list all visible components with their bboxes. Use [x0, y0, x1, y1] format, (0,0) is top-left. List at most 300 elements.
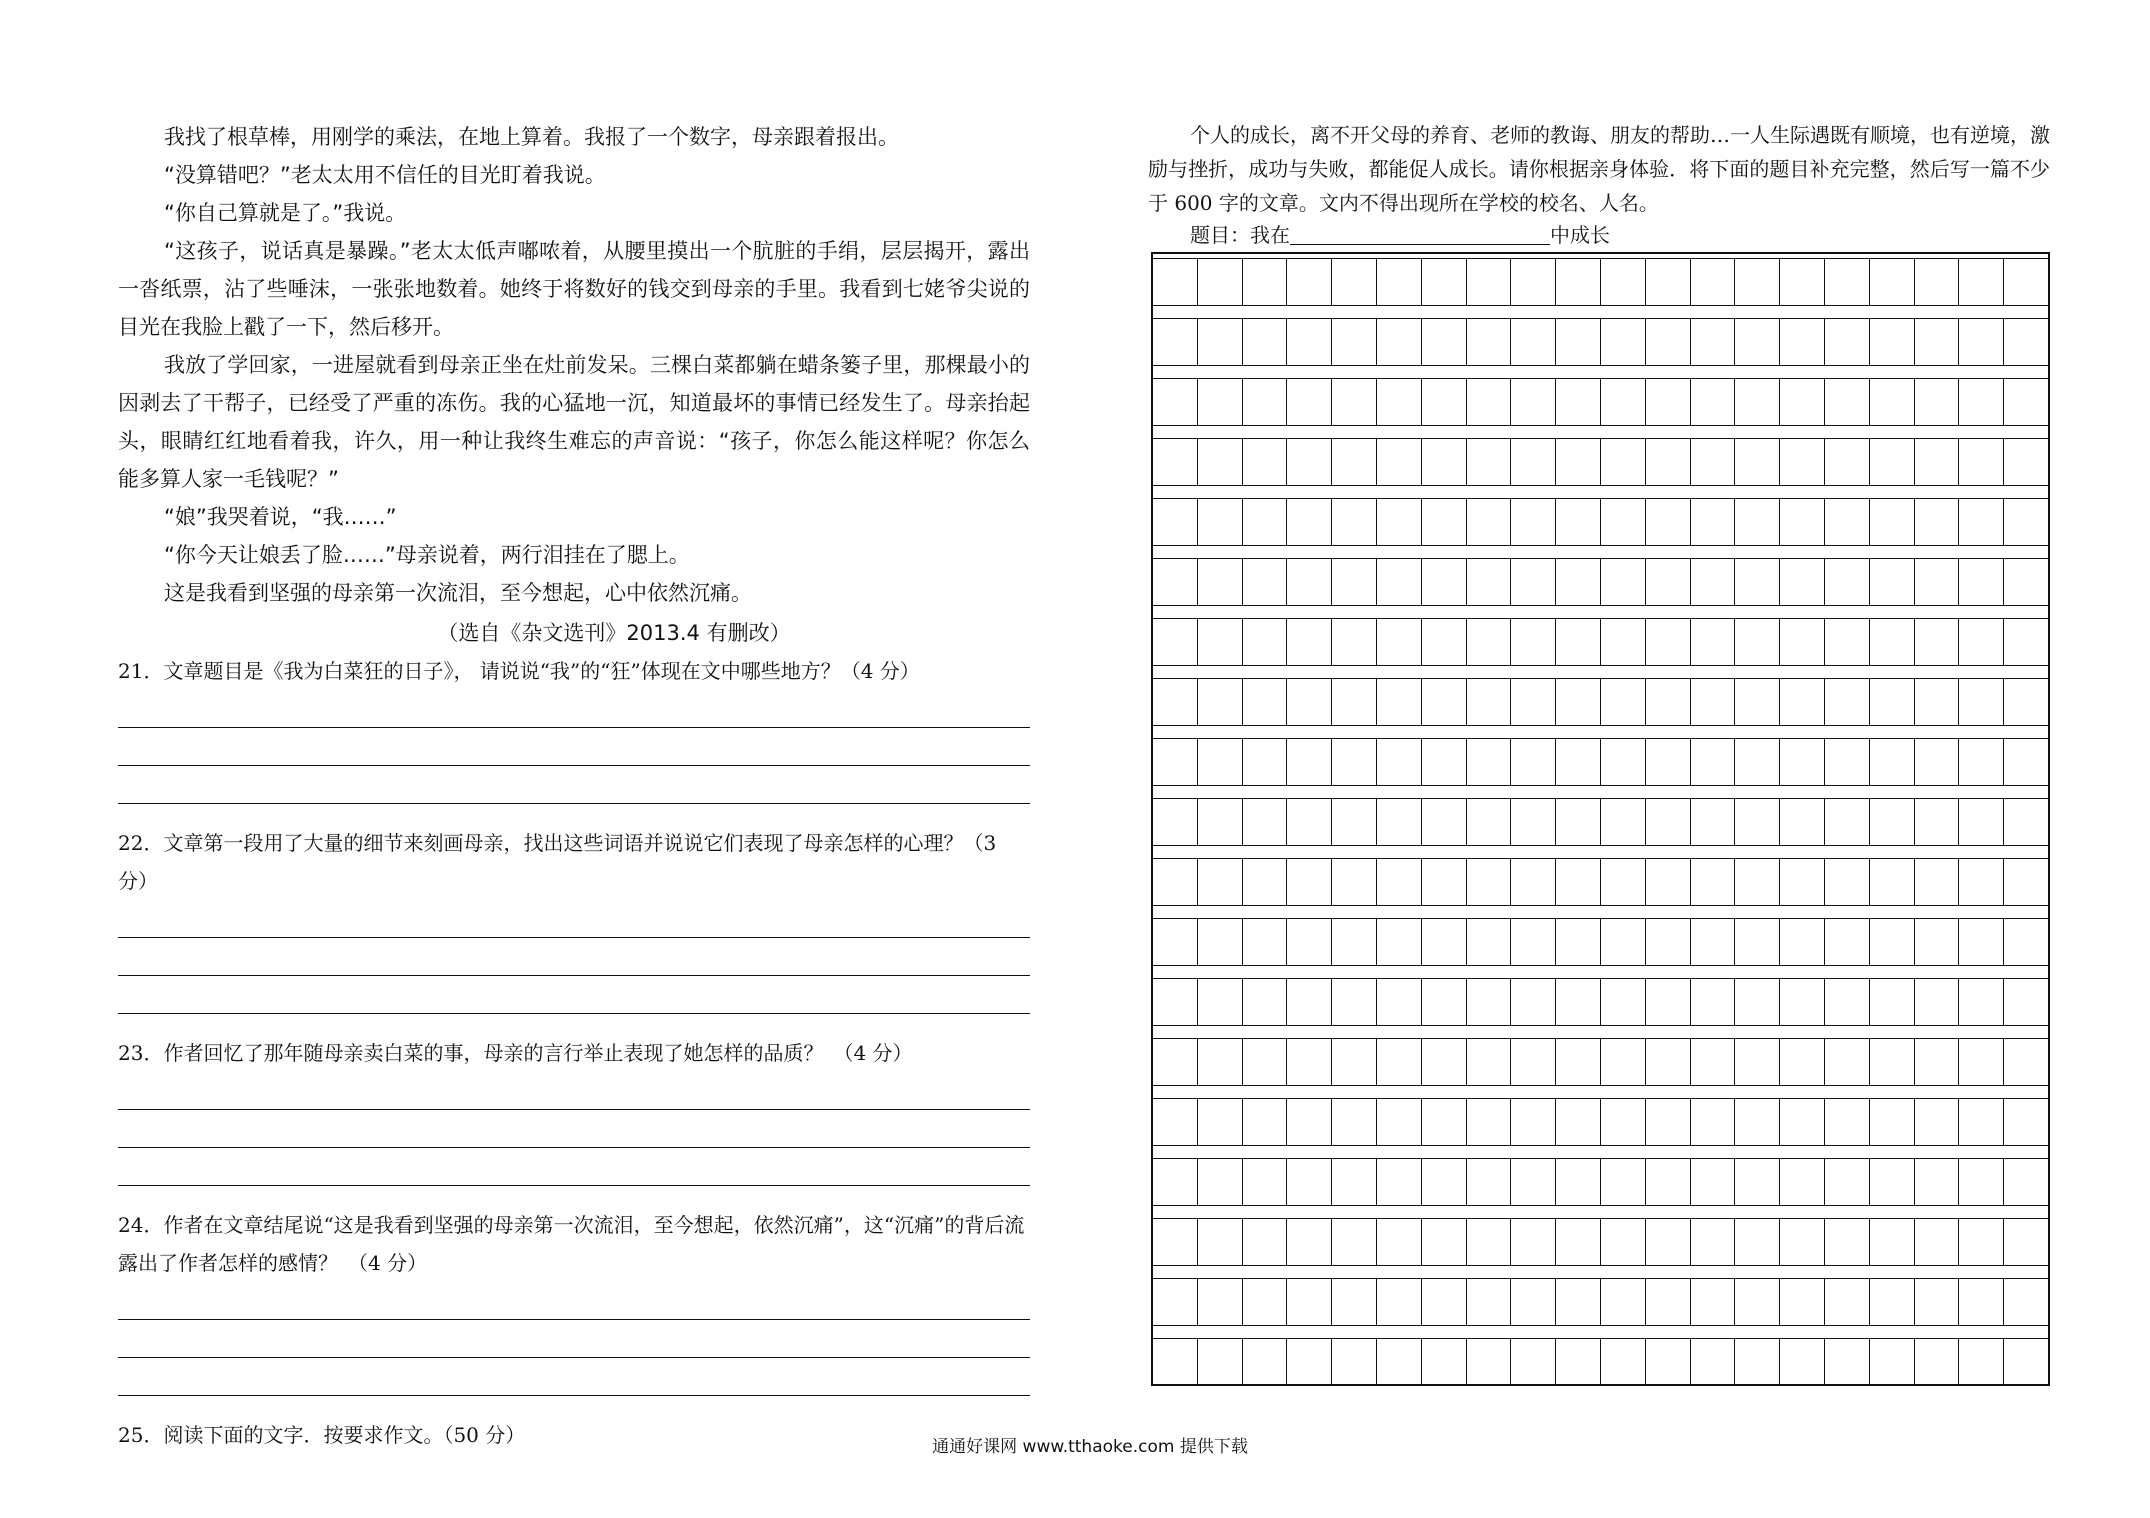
grid-cell[interactable]: [1422, 619, 1467, 665]
grid-cell[interactable]: [1959, 799, 2004, 845]
grid-cell[interactable]: [1825, 679, 1870, 725]
grid-cell[interactable]: [1332, 439, 1377, 485]
grid-cell[interactable]: [1601, 1219, 1646, 1265]
grid-cell[interactable]: [1467, 319, 1512, 365]
grid-cell[interactable]: [1780, 1339, 1825, 1385]
grid-cell[interactable]: [1780, 919, 1825, 965]
grid-cell[interactable]: [1198, 1039, 1243, 1085]
grid-cell[interactable]: [2004, 859, 2048, 905]
grid-cell[interactable]: [1601, 319, 1646, 365]
grid-cell[interactable]: [1780, 379, 1825, 425]
grid-cell[interactable]: [1243, 979, 1288, 1025]
grid-cell[interactable]: [2004, 619, 2048, 665]
grid-cell[interactable]: [1556, 1159, 1601, 1205]
grid-cell[interactable]: [1243, 859, 1288, 905]
grid-cell[interactable]: [1691, 799, 1736, 845]
grid-cell[interactable]: [1780, 499, 1825, 545]
grid-cell[interactable]: [1153, 619, 1198, 665]
grid-cell[interactable]: [1691, 739, 1736, 785]
grid-cell[interactable]: [1332, 679, 1377, 725]
grid-cell[interactable]: [1198, 739, 1243, 785]
grid-cell[interactable]: [1915, 739, 1960, 785]
grid-cell[interactable]: [1870, 379, 1915, 425]
grid-cell[interactable]: [1198, 859, 1243, 905]
grid-cell[interactable]: [1511, 1159, 1556, 1205]
grid-cell[interactable]: [1332, 319, 1377, 365]
grid-cell[interactable]: [1870, 679, 1915, 725]
grid-cell[interactable]: [1959, 259, 2004, 305]
grid-cell[interactable]: [1467, 1339, 1512, 1385]
grid-cell[interactable]: [1870, 259, 1915, 305]
grid-cell[interactable]: [1915, 859, 1960, 905]
grid-cell[interactable]: [1332, 859, 1377, 905]
grid-cell[interactable]: [1780, 559, 1825, 605]
grid-cell[interactable]: [1153, 499, 1198, 545]
grid-cell[interactable]: [2004, 1339, 2048, 1385]
grid-cell[interactable]: [1153, 679, 1198, 725]
grid-cell[interactable]: [1467, 859, 1512, 905]
grid-cell[interactable]: [1198, 499, 1243, 545]
grid-cell[interactable]: [1825, 619, 1870, 665]
grid-cell[interactable]: [1735, 1339, 1780, 1385]
grid-cell[interactable]: [1915, 1279, 1960, 1325]
grid-cell[interactable]: [1646, 1099, 1691, 1145]
grid-cell[interactable]: [1735, 499, 1780, 545]
grid-cell[interactable]: [1780, 1279, 1825, 1325]
grid-cell[interactable]: [1467, 799, 1512, 845]
grid-cell[interactable]: [1153, 379, 1198, 425]
grid-cell[interactable]: [1735, 379, 1780, 425]
grid-cell[interactable]: [1287, 259, 1332, 305]
grid-cell[interactable]: [1198, 1339, 1243, 1385]
grid-cell[interactable]: [1153, 559, 1198, 605]
grid-cell[interactable]: [1646, 1159, 1691, 1205]
grid-cell[interactable]: [1601, 379, 1646, 425]
grid-cell[interactable]: [1646, 379, 1691, 425]
grid-cell[interactable]: [1915, 499, 1960, 545]
grid-cell[interactable]: [1511, 619, 1556, 665]
grid-cell[interactable]: [1332, 1099, 1377, 1145]
grid-cell[interactable]: [2004, 739, 2048, 785]
grid-cell[interactable]: [1601, 979, 1646, 1025]
grid-cell[interactable]: [1198, 1279, 1243, 1325]
grid-cell[interactable]: [1243, 499, 1288, 545]
grid-cell[interactable]: [1377, 739, 1422, 785]
grid-cell[interactable]: [1691, 559, 1736, 605]
grid-cell[interactable]: [1646, 979, 1691, 1025]
grid-cell[interactable]: [1825, 499, 1870, 545]
grid-cell[interactable]: [1243, 1279, 1288, 1325]
grid-cell[interactable]: [2004, 259, 2048, 305]
grid-cell[interactable]: [1153, 859, 1198, 905]
grid-cell[interactable]: [1332, 739, 1377, 785]
grid-cell[interactable]: [1511, 1219, 1556, 1265]
grid-cell[interactable]: [1153, 1039, 1198, 1085]
grid-cell[interactable]: [1959, 319, 2004, 365]
grid-cell[interactable]: [1198, 919, 1243, 965]
grid-cell[interactable]: [1198, 1159, 1243, 1205]
grid-cell[interactable]: [1870, 919, 1915, 965]
grid-cell[interactable]: [1646, 1039, 1691, 1085]
grid-cell[interactable]: [1467, 1099, 1512, 1145]
grid-cell[interactable]: [1243, 379, 1288, 425]
grid-cell[interactable]: [1780, 1159, 1825, 1205]
grid-cell[interactable]: [1198, 679, 1243, 725]
grid-cell[interactable]: [1198, 319, 1243, 365]
grid-cell[interactable]: [1556, 679, 1601, 725]
title-blank[interactable]: [1290, 224, 1550, 245]
grid-cell[interactable]: [1422, 799, 1467, 845]
grid-cell[interactable]: [1467, 739, 1512, 785]
grid-cell[interactable]: [1915, 979, 1960, 1025]
grid-cell[interactable]: [1153, 1339, 1198, 1385]
grid-cell[interactable]: [1287, 1039, 1332, 1085]
grid-cell[interactable]: [1332, 919, 1377, 965]
grid-cell[interactable]: [1287, 799, 1332, 845]
grid-cell[interactable]: [1287, 1279, 1332, 1325]
grid-cell[interactable]: [1556, 859, 1601, 905]
grid-cell[interactable]: [2004, 799, 2048, 845]
grid-cell[interactable]: [1691, 859, 1736, 905]
grid-cell[interactable]: [1243, 259, 1288, 305]
grid-cell[interactable]: [1422, 919, 1467, 965]
grid-cell[interactable]: [1287, 1219, 1332, 1265]
grid-cell[interactable]: [1825, 919, 1870, 965]
grid-cell[interactable]: [1153, 319, 1198, 365]
grid-cell[interactable]: [1198, 619, 1243, 665]
grid-cell[interactable]: [1825, 859, 1870, 905]
answer-line[interactable]: [118, 690, 1030, 728]
grid-cell[interactable]: [1601, 1159, 1646, 1205]
grid-cell[interactable]: [1467, 1219, 1512, 1265]
essay-writing-grid[interactable]: [1151, 252, 2050, 1386]
grid-cell[interactable]: [1959, 1099, 2004, 1145]
grid-cell[interactable]: [1287, 499, 1332, 545]
grid-cell[interactable]: [1377, 799, 1422, 845]
grid-cell[interactable]: [1332, 979, 1377, 1025]
grid-cell[interactable]: [1735, 439, 1780, 485]
grid-cell[interactable]: [1153, 1219, 1198, 1265]
grid-cell[interactable]: [1511, 559, 1556, 605]
answer-line[interactable]: [118, 766, 1030, 804]
grid-cell[interactable]: [1915, 919, 1960, 965]
grid-cell[interactable]: [1870, 1279, 1915, 1325]
grid-cell[interactable]: [1198, 559, 1243, 605]
grid-cell[interactable]: [1332, 1159, 1377, 1205]
grid-cell[interactable]: [1243, 439, 1288, 485]
grid-cell[interactable]: [1422, 979, 1467, 1025]
grid-cell[interactable]: [1780, 739, 1825, 785]
grid-cell[interactable]: [1646, 919, 1691, 965]
grid-cell[interactable]: [1377, 259, 1422, 305]
grid-cell[interactable]: [1377, 559, 1422, 605]
grid-cell[interactable]: [1646, 1219, 1691, 1265]
grid-cell[interactable]: [1198, 979, 1243, 1025]
grid-cell[interactable]: [2004, 979, 2048, 1025]
grid-cell[interactable]: [1332, 499, 1377, 545]
grid-cell[interactable]: [1735, 739, 1780, 785]
grid-cell[interactable]: [1511, 1279, 1556, 1325]
grid-cell[interactable]: [2004, 1279, 2048, 1325]
grid-cell[interactable]: [1377, 1039, 1422, 1085]
grid-cell[interactable]: [1511, 679, 1556, 725]
grid-cell[interactable]: [1556, 259, 1601, 305]
grid-cell[interactable]: [1556, 1279, 1601, 1325]
grid-cell[interactable]: [1511, 859, 1556, 905]
grid-cell[interactable]: [1332, 259, 1377, 305]
grid-cell[interactable]: [1153, 919, 1198, 965]
grid-cell[interactable]: [1467, 979, 1512, 1025]
grid-cell[interactable]: [1646, 799, 1691, 845]
grid-cell[interactable]: [1691, 319, 1736, 365]
grid-cell[interactable]: [1377, 679, 1422, 725]
grid-cell[interactable]: [1915, 619, 1960, 665]
grid-cell[interactable]: [1959, 619, 2004, 665]
grid-cell[interactable]: [1377, 379, 1422, 425]
grid-cell[interactable]: [1287, 439, 1332, 485]
grid-cell[interactable]: [1511, 379, 1556, 425]
grid-cell[interactable]: [1691, 919, 1736, 965]
grid-cell[interactable]: [1422, 859, 1467, 905]
answer-line[interactable]: [118, 1320, 1030, 1358]
grid-cell[interactable]: [1287, 319, 1332, 365]
grid-cell[interactable]: [1422, 499, 1467, 545]
grid-cell[interactable]: [1153, 739, 1198, 785]
grid-cell[interactable]: [1825, 1039, 1870, 1085]
grid-cell[interactable]: [1959, 739, 2004, 785]
grid-cell[interactable]: [1422, 319, 1467, 365]
grid-cell[interactable]: [1377, 499, 1422, 545]
grid-cell[interactable]: [1556, 619, 1601, 665]
grid-cell[interactable]: [1870, 439, 1915, 485]
grid-cell[interactable]: [1467, 439, 1512, 485]
grid-cell[interactable]: [1511, 439, 1556, 485]
grid-cell[interactable]: [1422, 1159, 1467, 1205]
grid-cell[interactable]: [1646, 259, 1691, 305]
grid-cell[interactable]: [1915, 1099, 1960, 1145]
grid-cell[interactable]: [1959, 1339, 2004, 1385]
grid-cell[interactable]: [1735, 619, 1780, 665]
grid-cell[interactable]: [1735, 1099, 1780, 1145]
grid-cell[interactable]: [1780, 679, 1825, 725]
grid-cell[interactable]: [1735, 859, 1780, 905]
grid-cell[interactable]: [1422, 1339, 1467, 1385]
grid-cell[interactable]: [1467, 499, 1512, 545]
grid-cell[interactable]: [1198, 259, 1243, 305]
grid-cell[interactable]: [1780, 259, 1825, 305]
grid-cell[interactable]: [1825, 739, 1870, 785]
grid-cell[interactable]: [1556, 559, 1601, 605]
grid-cell[interactable]: [1780, 979, 1825, 1025]
grid-cell[interactable]: [1691, 979, 1736, 1025]
grid-cell[interactable]: [2004, 379, 2048, 425]
grid-cell[interactable]: [1915, 679, 1960, 725]
grid-cell[interactable]: [1243, 739, 1288, 785]
grid-cell[interactable]: [1691, 259, 1736, 305]
grid-cell[interactable]: [1825, 1099, 1870, 1145]
grid-cell[interactable]: [1870, 319, 1915, 365]
grid-cell[interactable]: [1780, 619, 1825, 665]
grid-cell[interactable]: [1153, 439, 1198, 485]
grid-cell[interactable]: [1915, 259, 1960, 305]
grid-cell[interactable]: [1422, 439, 1467, 485]
grid-cell[interactable]: [1556, 1219, 1601, 1265]
grid-cell[interactable]: [1825, 1279, 1870, 1325]
grid-cell[interactable]: [1601, 259, 1646, 305]
grid-cell[interactable]: [1870, 1339, 1915, 1385]
grid-cell[interactable]: [1153, 259, 1198, 305]
grid-cell[interactable]: [1915, 1219, 1960, 1265]
grid-cell[interactable]: [1915, 1159, 1960, 1205]
grid-cell[interactable]: [1870, 859, 1915, 905]
grid-cell[interactable]: [1377, 1279, 1422, 1325]
grid-cell[interactable]: [1556, 1099, 1601, 1145]
grid-cell[interactable]: [1959, 499, 2004, 545]
grid-cell[interactable]: [1601, 439, 1646, 485]
grid-cell[interactable]: [1153, 799, 1198, 845]
answer-line[interactable]: [118, 976, 1030, 1014]
grid-cell[interactable]: [1377, 1339, 1422, 1385]
grid-cell[interactable]: [1735, 679, 1780, 725]
grid-cell[interactable]: [1825, 979, 1870, 1025]
grid-cell[interactable]: [1377, 1159, 1422, 1205]
grid-cell[interactable]: [1601, 619, 1646, 665]
grid-cell[interactable]: [1153, 979, 1198, 1025]
grid-cell[interactable]: [1870, 1219, 1915, 1265]
grid-cell[interactable]: [2004, 499, 2048, 545]
grid-cell[interactable]: [1243, 1339, 1288, 1385]
grid-cell[interactable]: [1735, 799, 1780, 845]
grid-cell[interactable]: [1601, 859, 1646, 905]
grid-cell[interactable]: [1870, 799, 1915, 845]
grid-cell[interactable]: [1691, 499, 1736, 545]
grid-cell[interactable]: [1422, 679, 1467, 725]
grid-cell[interactable]: [1556, 739, 1601, 785]
grid-cell[interactable]: [1825, 379, 1870, 425]
grid-cell[interactable]: [1287, 619, 1332, 665]
grid-cell[interactable]: [1691, 1279, 1736, 1325]
grid-cell[interactable]: [1601, 799, 1646, 845]
grid-cell[interactable]: [1870, 499, 1915, 545]
grid-cell[interactable]: [1556, 319, 1601, 365]
grid-cell[interactable]: [1511, 499, 1556, 545]
grid-cell[interactable]: [1556, 499, 1601, 545]
grid-cell[interactable]: [2004, 919, 2048, 965]
grid-cell[interactable]: [1735, 1219, 1780, 1265]
grid-cell[interactable]: [1467, 619, 1512, 665]
grid-cell[interactable]: [1959, 919, 2004, 965]
grid-cell[interactable]: [1825, 1339, 1870, 1385]
grid-cell[interactable]: [1556, 799, 1601, 845]
grid-cell[interactable]: [1377, 619, 1422, 665]
grid-cell[interactable]: [1646, 859, 1691, 905]
grid-cell[interactable]: [1377, 319, 1422, 365]
grid-cell[interactable]: [1959, 439, 2004, 485]
grid-cell[interactable]: [1646, 439, 1691, 485]
grid-cell[interactable]: [1511, 919, 1556, 965]
grid-cell[interactable]: [1780, 1039, 1825, 1085]
grid-cell[interactable]: [1153, 1099, 1198, 1145]
grid-cell[interactable]: [1691, 439, 1736, 485]
grid-cell[interactable]: [1601, 739, 1646, 785]
grid-cell[interactable]: [1287, 1099, 1332, 1145]
grid-cell[interactable]: [1870, 619, 1915, 665]
grid-cell[interactable]: [1780, 859, 1825, 905]
answer-line[interactable]: [118, 1148, 1030, 1186]
grid-cell[interactable]: [1287, 1339, 1332, 1385]
grid-cell[interactable]: [1377, 1219, 1422, 1265]
grid-cell[interactable]: [1780, 799, 1825, 845]
answer-line[interactable]: [118, 938, 1030, 976]
grid-cell[interactable]: [1825, 1219, 1870, 1265]
grid-cell[interactable]: [1422, 1039, 1467, 1085]
grid-cell[interactable]: [1467, 1159, 1512, 1205]
grid-cell[interactable]: [1780, 1099, 1825, 1145]
grid-cell[interactable]: [1959, 1039, 2004, 1085]
grid-cell[interactable]: [1556, 379, 1601, 425]
grid-cell[interactable]: [1735, 1039, 1780, 1085]
grid-cell[interactable]: [1601, 1039, 1646, 1085]
grid-cell[interactable]: [1646, 319, 1691, 365]
grid-cell[interactable]: [1825, 1159, 1870, 1205]
grid-cell[interactable]: [1243, 799, 1288, 845]
grid-cell[interactable]: [1511, 1339, 1556, 1385]
grid-cell[interactable]: [1780, 1219, 1825, 1265]
grid-cell[interactable]: [1467, 919, 1512, 965]
grid-cell[interactable]: [1243, 559, 1288, 605]
grid-cell[interactable]: [1467, 679, 1512, 725]
grid-cell[interactable]: [1332, 1279, 1377, 1325]
grid-cell[interactable]: [2004, 1219, 2048, 1265]
grid-cell[interactable]: [1377, 439, 1422, 485]
answer-line[interactable]: [118, 1072, 1030, 1110]
grid-cell[interactable]: [1511, 739, 1556, 785]
grid-cell[interactable]: [1646, 1339, 1691, 1385]
grid-cell[interactable]: [1959, 979, 2004, 1025]
grid-cell[interactable]: [2004, 1099, 2048, 1145]
grid-cell[interactable]: [1735, 919, 1780, 965]
grid-cell[interactable]: [1332, 559, 1377, 605]
grid-cell[interactable]: [1422, 259, 1467, 305]
answer-line[interactable]: [118, 900, 1030, 938]
grid-cell[interactable]: [1735, 1159, 1780, 1205]
grid-cell[interactable]: [1915, 379, 1960, 425]
grid-cell[interactable]: [1377, 859, 1422, 905]
grid-cell[interactable]: [1601, 1339, 1646, 1385]
grid-cell[interactable]: [1198, 379, 1243, 425]
answer-line[interactable]: [118, 1110, 1030, 1148]
grid-cell[interactable]: [2004, 319, 2048, 365]
grid-cell[interactable]: [1556, 979, 1601, 1025]
grid-cell[interactable]: [1422, 1279, 1467, 1325]
grid-cell[interactable]: [1646, 619, 1691, 665]
grid-cell[interactable]: [1691, 1159, 1736, 1205]
grid-cell[interactable]: [1780, 439, 1825, 485]
grid-cell[interactable]: [1332, 1219, 1377, 1265]
grid-cell[interactable]: [1915, 1039, 1960, 1085]
grid-cell[interactable]: [1332, 379, 1377, 425]
grid-cell[interactable]: [1601, 1099, 1646, 1145]
grid-cell[interactable]: [1601, 919, 1646, 965]
grid-cell[interactable]: [1422, 1219, 1467, 1265]
grid-cell[interactable]: [1870, 1039, 1915, 1085]
grid-cell[interactable]: [1646, 739, 1691, 785]
grid-cell[interactable]: [1825, 259, 1870, 305]
grid-cell[interactable]: [1691, 1039, 1736, 1085]
grid-cell[interactable]: [1332, 1039, 1377, 1085]
grid-cell[interactable]: [1198, 1219, 1243, 1265]
grid-cell[interactable]: [1243, 1219, 1288, 1265]
